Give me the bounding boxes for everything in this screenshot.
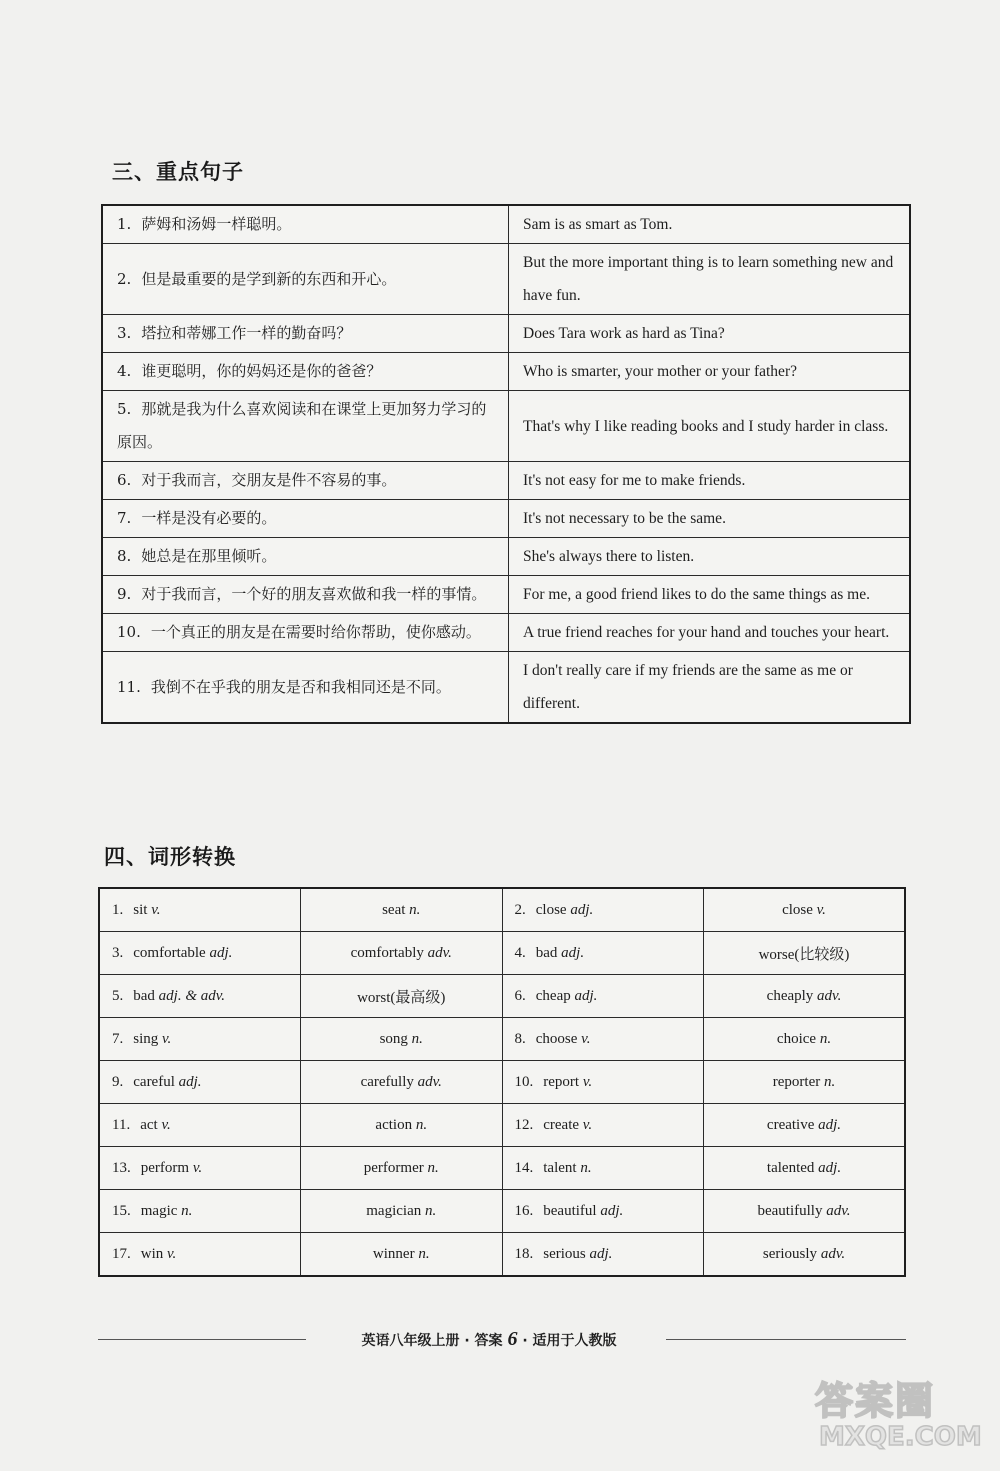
answer-word: talented	[766, 1159, 815, 1176]
answer-word: seat	[382, 901, 406, 918]
base-word-pos: v.	[581, 1030, 591, 1047]
sentence-number: 6.	[117, 471, 132, 489]
answer-word-pos: adj.	[818, 1116, 842, 1133]
word-cell	[99, 888, 301, 932]
watermark-logo	[815, 1370, 985, 1460]
chinese-sentence: 对于我而言，交朋友是件不容易的事。	[141, 471, 397, 489]
english-sentence: I don't really care if my friends are the same as me or different.	[509, 652, 911, 724]
sentence-number: 7.	[117, 509, 132, 527]
answer-word: seriously	[762, 1245, 818, 1262]
answer-word: performer	[363, 1159, 424, 1176]
answer-word-pos: adv.	[820, 1245, 846, 1262]
sentence-row	[102, 614, 910, 652]
word-number: 12.	[514, 1116, 534, 1133]
chinese-sentence-cell	[102, 538, 509, 576]
word-cell	[99, 1233, 301, 1277]
word-cell	[99, 975, 301, 1018]
word-cell	[502, 1104, 704, 1147]
chinese-sentence-cell	[102, 576, 509, 614]
chinese-sentence: 对于我而言，一个好的朋友喜欢做和我一样的事情。	[141, 585, 487, 603]
base-word: sing	[133, 1030, 159, 1047]
base-word: careful	[133, 1073, 175, 1090]
word-cell	[502, 1018, 704, 1061]
base-word-pos: v.	[161, 1116, 171, 1133]
word-number: 18.	[514, 1245, 534, 1262]
word-cell	[502, 888, 704, 932]
base-word-pos: v.	[582, 1073, 593, 1090]
base-word-pos: adj.	[570, 901, 594, 918]
chinese-sentence: 我倒不在乎我的朋友是否和我相同还是不同。	[150, 677, 451, 696]
answer-word: choice	[776, 1030, 817, 1047]
base-word: talent	[543, 1159, 577, 1176]
word-number: 7.	[112, 1030, 124, 1047]
base-word-pos: v.	[151, 901, 161, 918]
watermark-en: MXQE.COM	[819, 1422, 982, 1452]
chinese-sentence: 但是最重要的是学到新的东西和开心。	[141, 269, 397, 288]
answer-word: carefully	[360, 1073, 414, 1090]
word-forms-table	[98, 887, 906, 1277]
word-number: 17.	[112, 1245, 131, 1262]
word-cell	[502, 975, 704, 1018]
answer-cell	[301, 888, 503, 932]
sentence-row	[102, 462, 910, 500]
base-word-pos: adj. & adv.	[158, 987, 226, 1004]
page-footer	[98, 1322, 906, 1358]
answer-word-pos: n.	[427, 1159, 439, 1176]
answer-word: creative	[766, 1116, 815, 1133]
english-sentence: Does Tara work as hard as Tina?	[509, 315, 911, 353]
chinese-sentence: 她总是在那里倾听。	[141, 547, 277, 565]
answer-word-pos: v.	[816, 901, 826, 918]
answer-cell	[704, 1233, 906, 1277]
base-word: act	[140, 1116, 158, 1133]
answer-word-pos: n.	[411, 1030, 423, 1047]
base-word: comfortable	[133, 944, 206, 961]
answer-word-pos: adv.	[817, 987, 842, 1004]
word-number: 4.	[514, 944, 526, 961]
footer-rule-right	[666, 1339, 906, 1340]
word-number: 2.	[514, 901, 526, 918]
answer-word: cheaply	[766, 987, 814, 1004]
answer-word: action	[375, 1116, 413, 1133]
base-word: choose	[535, 1030, 578, 1047]
sentence-row	[102, 500, 910, 538]
word-form-row	[99, 932, 905, 975]
english-sentence: But the more important thing is to learn something new and have fun.	[509, 244, 911, 315]
base-word-pos: n.	[181, 1202, 193, 1219]
chinese-sentence: 一个真正的朋友是在需要时给你帮助，使你感动。	[150, 623, 481, 641]
english-sentence: A true friend reaches for your hand and touches your heart.	[509, 614, 911, 652]
answer-word-pos: adv.	[826, 1202, 851, 1219]
sentence-number: 5.	[117, 400, 132, 418]
word-cell	[502, 1190, 704, 1233]
answer-cell	[301, 1104, 503, 1147]
word-cell	[99, 1147, 301, 1190]
answer-word-pos: n.	[823, 1073, 836, 1090]
base-word-pos: v.	[167, 1245, 177, 1262]
answer-word-pos: n.	[409, 901, 421, 918]
answer-word-pos: adj.	[818, 1159, 842, 1176]
base-word: close	[535, 901, 567, 918]
answer-cell	[704, 1104, 906, 1147]
word-number: 10.	[514, 1073, 534, 1090]
chinese-sentence-cell	[102, 205, 509, 244]
base-word-pos: adj.	[574, 987, 598, 1004]
sentence-row	[102, 353, 910, 391]
answer-word-pos: adv.	[427, 944, 452, 961]
answer-word: worse(比较级)	[758, 946, 850, 963]
chinese-sentence: 塔拉和蒂娜工作一样的勤奋吗？	[141, 324, 352, 342]
answer-word: winner	[372, 1245, 415, 1262]
footer-suffix: · 适用于人教版	[522, 1333, 617, 1349]
word-cell	[502, 932, 704, 975]
answer-word: close	[782, 901, 813, 918]
base-word-pos: v.	[582, 1116, 593, 1133]
word-number: 15.	[112, 1202, 131, 1219]
answer-cell	[301, 975, 503, 1018]
word-number: 13.	[112, 1159, 131, 1176]
answer-cell	[301, 1190, 503, 1233]
answer-cell	[301, 932, 503, 975]
sentence-number: 9.	[117, 585, 132, 603]
english-sentence: Who is smarter, your mother or your father?	[509, 353, 911, 391]
chinese-sentence: 萨姆和汤姆一样聪明。	[141, 215, 292, 233]
answer-cell	[704, 1061, 906, 1104]
answer-word: worst(最高级)	[357, 989, 446, 1006]
base-word: bad	[535, 944, 558, 961]
chinese-sentence: 谁更聪明，你的妈妈还是你的爸爸？	[141, 362, 382, 380]
english-sentence: It's not necessary to be the same.	[509, 500, 911, 538]
word-cell	[502, 1233, 704, 1277]
base-word: serious	[543, 1245, 586, 1262]
chinese-sentence-cell	[102, 500, 509, 538]
word-number: 9.	[112, 1073, 124, 1090]
answer-word: song	[379, 1030, 408, 1047]
word-form-row	[99, 1190, 905, 1233]
answer-word-pos: adv.	[417, 1073, 442, 1090]
footer-prefix: 英语八年级上册 · 答案	[361, 1333, 503, 1349]
watermark-cn: 答案圈	[815, 1379, 936, 1423]
word-cell	[99, 1190, 301, 1233]
answer-cell	[301, 1147, 503, 1190]
chinese-sentence-cell	[102, 315, 509, 353]
sentence-row	[102, 315, 910, 353]
base-word: win	[140, 1245, 164, 1262]
english-sentence: For me, a good friend likes to do the same things as me.	[509, 576, 911, 614]
word-form-row	[99, 1018, 905, 1061]
base-word-pos: n.	[580, 1159, 592, 1176]
word-form-row	[99, 1104, 905, 1147]
footer-rule-left	[98, 1339, 306, 1340]
base-word: cheap	[535, 987, 571, 1004]
word-cell	[99, 1104, 301, 1147]
word-form-row	[99, 1233, 905, 1277]
answer-cell	[704, 888, 906, 932]
chinese-sentence-cell	[102, 244, 509, 315]
base-word-pos: adj.	[589, 1245, 613, 1262]
word-number: 1.	[112, 901, 124, 918]
sentence-row	[102, 244, 910, 315]
base-word-pos: adj.	[561, 944, 585, 961]
base-word-pos: adj.	[600, 1202, 624, 1219]
word-number: 8.	[514, 1030, 526, 1047]
base-word: bad	[133, 987, 155, 1004]
sentence-number: 11.	[117, 677, 141, 696]
answer-word-pos: n.	[424, 1202, 437, 1219]
section-title-word-forms: 四、词形转换	[104, 845, 236, 869]
answer-cell	[301, 1018, 503, 1061]
chinese-sentence-cell	[102, 614, 509, 652]
word-number: 16.	[514, 1202, 534, 1219]
answer-word-pos: n.	[415, 1116, 428, 1133]
word-cell	[99, 932, 301, 975]
key-sentences-table	[101, 204, 911, 724]
sentence-number: 2.	[117, 269, 132, 288]
sentence-row	[102, 205, 910, 244]
word-cell	[99, 1061, 301, 1104]
chinese-sentence-cell	[102, 391, 509, 462]
base-word-pos: v.	[192, 1159, 203, 1176]
answer-cell	[704, 1147, 906, 1190]
base-word: perform	[140, 1159, 190, 1176]
chinese-sentence-cell	[102, 462, 509, 500]
sentence-number: 4.	[117, 362, 132, 380]
word-form-row	[99, 888, 905, 932]
answer-cell	[704, 932, 906, 975]
sentence-row	[102, 576, 910, 614]
answer-word-pos: n.	[819, 1030, 832, 1047]
base-word: create	[543, 1116, 580, 1133]
english-sentence: That's why I like reading books and I study harder in class.	[509, 391, 911, 462]
answer-word: comfortably	[350, 944, 424, 961]
word-number: 3.	[112, 944, 124, 961]
word-form-row	[99, 1061, 905, 1104]
answer-cell	[704, 1190, 906, 1233]
word-number: 14.	[514, 1159, 534, 1176]
section-title-key-sentences: 三、重点句子	[112, 160, 244, 184]
base-word: beautiful	[543, 1202, 597, 1219]
answer-word: reporter	[772, 1073, 821, 1090]
answer-cell	[704, 1018, 906, 1061]
word-number: 5.	[112, 987, 124, 1004]
word-form-row	[99, 975, 905, 1018]
page-number: 6	[507, 1328, 518, 1350]
answer-cell	[301, 1233, 503, 1277]
base-word-pos: adj.	[178, 1073, 202, 1090]
base-word-pos: adj.	[209, 944, 233, 961]
word-form-row	[99, 1147, 905, 1190]
answer-cell	[704, 975, 906, 1018]
answer-cell	[301, 1061, 503, 1104]
sentence-row	[102, 391, 910, 462]
base-word: report	[543, 1073, 580, 1090]
sentence-number: 8.	[117, 547, 132, 565]
answer-word: beautifully	[757, 1202, 823, 1219]
word-cell	[502, 1061, 704, 1104]
chinese-sentence-cell	[102, 353, 509, 391]
word-number: 11.	[112, 1116, 131, 1133]
english-sentence: It's not easy for me to make friends.	[509, 462, 911, 500]
word-cell	[502, 1147, 704, 1190]
answer-word: magician	[366, 1202, 422, 1219]
english-sentence: Sam is as smart as Tom.	[509, 205, 911, 244]
base-word-pos: v.	[162, 1030, 172, 1047]
sentence-number: 10.	[117, 623, 141, 641]
footer-text	[310, 1328, 668, 1351]
chinese-sentence: 那就是我为什么喜欢阅读和在课堂上更加努力学习的原因。	[117, 400, 487, 451]
sentence-row	[102, 538, 910, 576]
word-cell	[99, 1018, 301, 1061]
sentence-number: 1.	[117, 215, 132, 233]
word-number: 6.	[514, 987, 526, 1004]
sentence-number: 3.	[117, 324, 132, 342]
english-sentence: She's always there to listen.	[509, 538, 911, 576]
chinese-sentence: 一样是没有必要的。	[141, 509, 277, 527]
base-word: sit	[133, 901, 148, 918]
base-word: magic	[140, 1202, 178, 1219]
sentence-row	[102, 652, 910, 724]
chinese-sentence-cell	[102, 652, 509, 724]
answer-word-pos: n.	[418, 1245, 430, 1262]
